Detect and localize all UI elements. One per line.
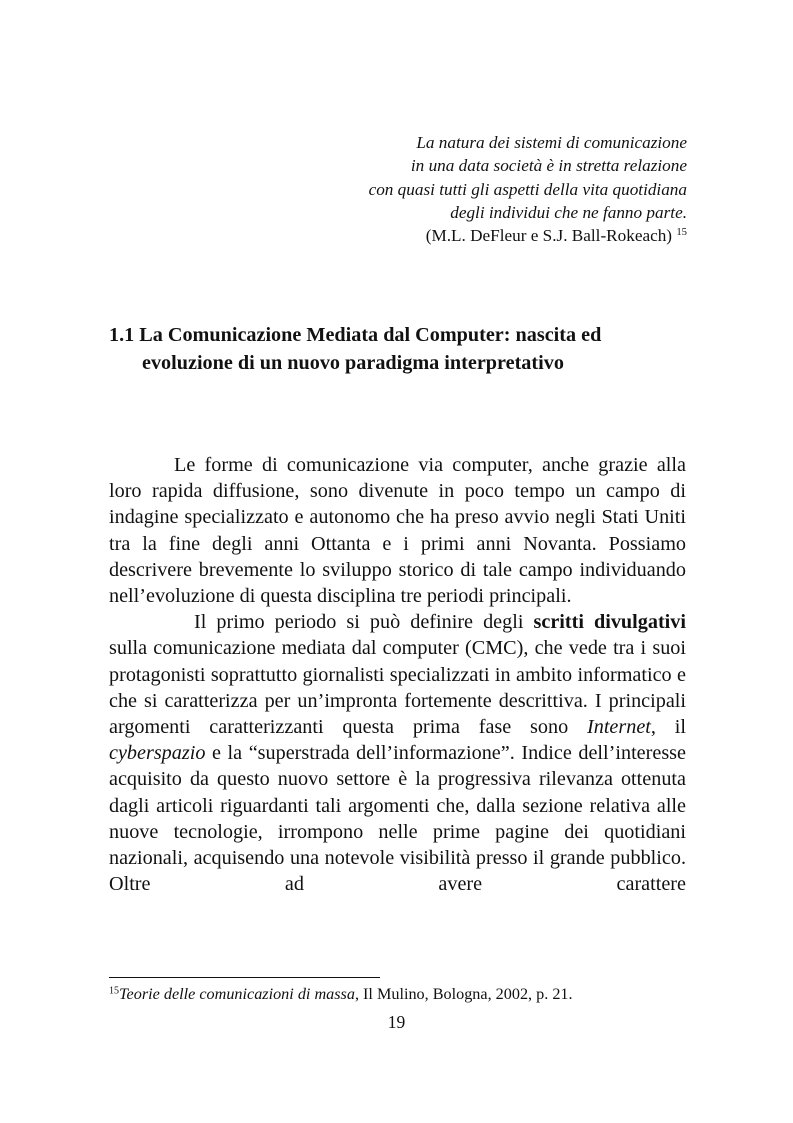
epigraph (240, 131, 687, 247)
paragraph-2-text: sulla comunicazione mediata dal computer (CMC), che vede tra i suoi protagonisti soprattutto giornalisti specializzati in ambito informatico e che si caratterizza per un’impronta fortemente descrittiva. I principali argomenti caratterizzanti questa prima fase sono (109, 637, 686, 739)
epigraph-line: con quasi tutti gli aspetti della vita quotidiana (368, 179, 687, 199)
body-text (109, 452, 686, 897)
section-heading (109, 321, 699, 377)
paragraph-2-text: Il primo periodo si può definire degli (194, 611, 534, 634)
footnote-title: Teorie delle comunicazioni di massa (119, 985, 355, 1003)
section-heading-line-2: evoluzione di un nuovo paradigma interpretativo (142, 352, 564, 374)
page-number: 19 (387, 1012, 406, 1032)
footnote-separator (109, 977, 380, 978)
section-heading-line-1: 1.1 La Comunicazione Mediata dal Computer: nascita ed (109, 324, 602, 346)
epigraph-attribution (240, 224, 687, 247)
paragraph-2-text: , il (650, 716, 686, 739)
italic-term: Internet (587, 716, 651, 739)
paragraph-2-text: e la “superstrada dell’informazione”. Indice dell’interesse acquisito da questo nuovo settore è la progressiva rilevanza ottenuta dagli articoli riguardanti tali argomenti che, dalla sezione relativa alle nuove tecnologie, irrompono nelle prime pagine dei quotidiani nazionali, acquisendo una notevole visibilità presso il grande pubblico. Oltre ad avere carattere (109, 742, 686, 896)
epigraph-line: in una data società è in stretta relazione (410, 156, 687, 176)
footnote-rest: , Il Mulino, Bologna, 2002, p. 21. (354, 985, 573, 1003)
paragraph-1: Le forme di comunicazione via computer, anche grazie alla loro rapida diffusione, sono divenute in poco tempo un campo di indagine specializzato e autonomo che ha preso avvio negli Stati Uniti tra la fine degli anni Ottanta e i primi anni Novanta. Possiamo descrivere brevemente lo sviluppo storico di tale campo individuando nell’evoluzione di questa disciplina tre periodi principali. (109, 454, 686, 608)
footnote-number: 15 (109, 985, 120, 997)
footnote (109, 984, 573, 1004)
italic-term: cyberspazio (109, 742, 206, 765)
paragraph-2 (109, 609, 686, 897)
epigraph-line: La natura dei sistemi di comunicazione (416, 133, 687, 152)
bold-term: scritti divulgativi (533, 611, 686, 634)
footnote-reference[interactable]: 15 (676, 227, 687, 239)
epigraph-line: degli individui che ne fanno parte. (450, 202, 687, 222)
epigraph-author: (M.L. DeFleur e S.J. Ball-Rokeach) (425, 226, 673, 246)
